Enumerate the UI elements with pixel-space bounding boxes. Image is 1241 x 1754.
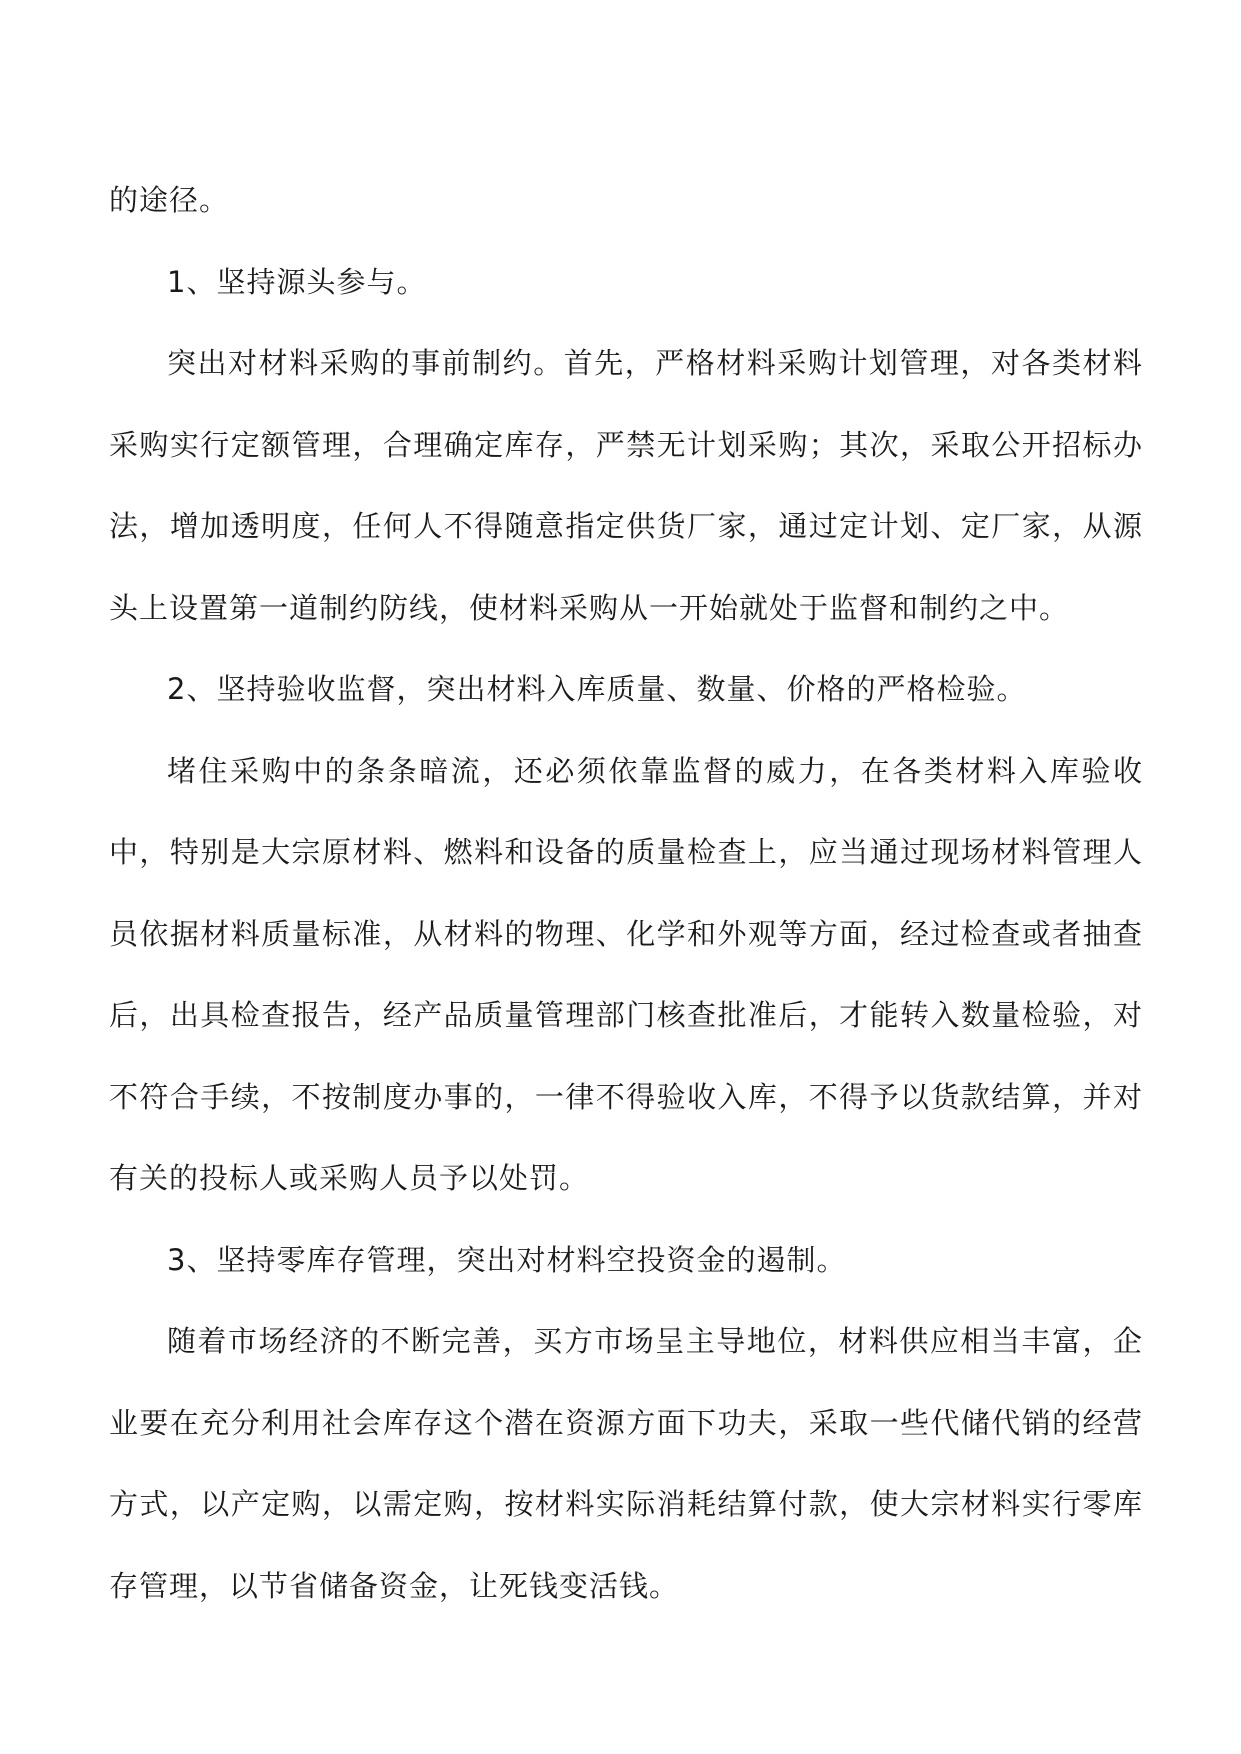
paragraph-source-control: 突出对材料采购的事前制约。首先，严格材料采购计划管理，对各类材料采购实行定额管理，合理确定库存，严禁无计划采购；其次，采取公开招标办法，增加透明度，任何人不得随意指定供货厂家，通过定计划、定厂家，从源头上设置第一道制约防线，使材料采购从一开始就处于监督和制约之中。 bbox=[109, 346, 1143, 625]
section-heading-1: 1、坚持源头参与。 bbox=[167, 264, 427, 299]
section-heading-2: 2、坚持验收监督，突出材料入库质量、数量、价格的严格检验。 bbox=[167, 672, 1027, 706]
paragraph-continuation: 的途径。 bbox=[109, 183, 230, 217]
section-heading-3: 3、坚持零库存管理，突出对材料空投资金的遏制。 bbox=[167, 1242, 847, 1277]
paragraph-zero-inventory: 随着市场经济的不断完善，买方市场呈主导地位，材料供应相当丰富，企业要在充分利用社会库存这个潜在资源方面下功夫，采取一些代储代销的经营方式，以产定购，以需定购，按材料实际消耗结算付款，使大宗材料实行零库存管理，以节省储备资金，让死钱变活钱。 bbox=[109, 1324, 1143, 1603]
paragraph-inspection: 堵住采购中的条条暗流，还必须依靠监督的威力，在各类材料入库验收中，特别是大宗原材料、燃料和设备的质量检查上，应当通过现场材料管理人员依据材料质量标准，从材料的物理、化学和外观等方面，经过检查或者抽查后，出具检查报告，经产品质量管理部门核查批准后，才能转入数量检验，对不符合手续，不按制度办事的，一律不得验收入库，不得予以货款结算，并对有关的投标人或采购人员予以处罚。 bbox=[109, 753, 1143, 1195]
document-body bbox=[109, 160, 1143, 1627]
